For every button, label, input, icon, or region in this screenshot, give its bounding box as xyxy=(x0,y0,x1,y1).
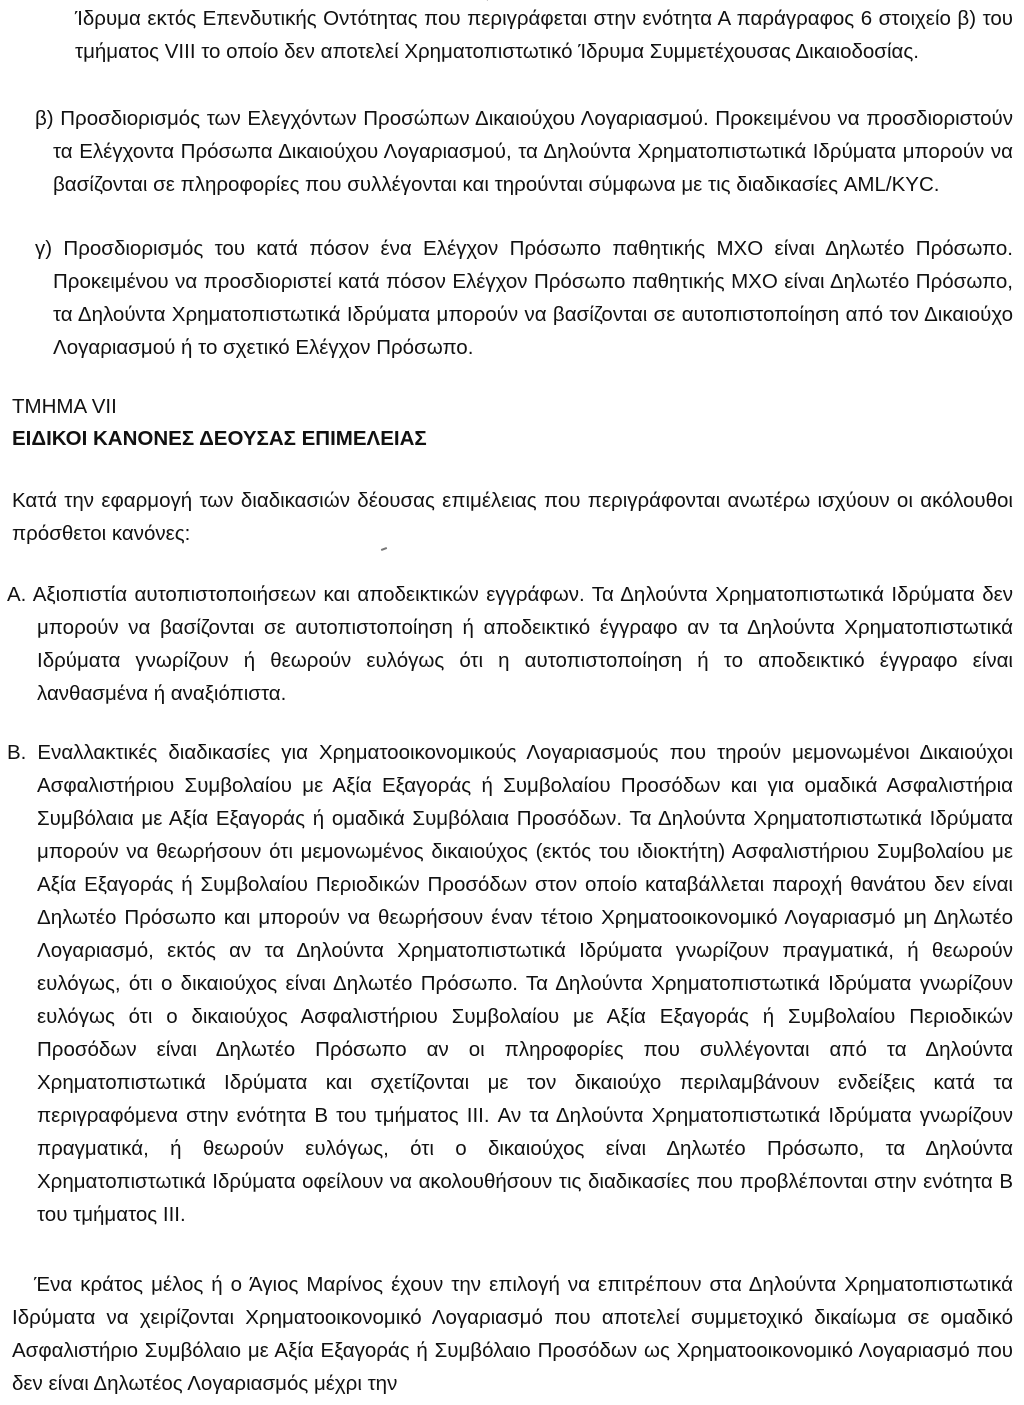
section-title: ΕΙΔΙΚΟΙ ΚΑΝΟΝΕΣ ΔΕΟΥΣΑΣ ΕΠΙΜΕΛΕΙΑΣ xyxy=(12,427,427,450)
paragraph-item-b: β) Προσδιορισμός των Ελεγχόντων Προσώπων Δικαιούχου Λογαριασμού. Προκειμένου να προσδιοριστούν τα Ελέγχοντα Πρόσωπα Δικαιούχου Λογαριασμού, τα Δηλούντα Χρηματοπιστωτικά Ιδρύματα μπορούν να βασίζονται σε πληροφορίες που συλλέγονται και τηρούνται σύμφωνα με τις διαδικασίες AML/KYC. xyxy=(35,107,1013,196)
rule-a: Α. Αξιοπιστία αυτοπιστοποιήσεων και αποδεικτικών εγγράφων. Τα Δηλούντα Χρηματοπιστωτικά Ιδρύματα δεν μπορούν να βασίζονται σε αυτοπιστοποίηση ή αποδεικτικό έγγραφο αν τα Δηλούντα Χρηματοπιστωτικά Ιδρύματα γνωρίζουν ή θεωρούν ευλόγως ότι η αυτοπιστοποίηση ή το αποδεικτικό έγγραφο είναι λανθασμένα ή αναξιόπιστα. xyxy=(7,583,1013,705)
paragraph-continuation: Ίδρυμα εκτός Επενδυτικής Οντότητας που περιγράφεται στην ενότητα Α παράγραφος 6 στοιχείο β) του τμήματος VIII το οποίο δεν αποτελεί Χρηματοπιστωτικό Ίδρυμα Συμμετέχουσας Δικαιοδοσίας. xyxy=(75,7,1013,63)
section-label: ΤΜΗΜΑ VII xyxy=(12,395,117,418)
rule-b: Β. Εναλλακτικές διαδικασίες για Χρηματοοικονομικούς Λογαριασμούς που τηρούν μεμονωμένοι Δικαιούχοι Ασφαλιστήριου Συμβολαίου με Αξία Εξαγοράς ή Συμβολαίου Προσόδων και για ομαδικά Ασφαλιστήρια Συμβόλαια με Αξία Εξαγοράς ή ομαδικά Συμβόλαια Προσόδων. Τα Δηλούντα Χρηματοπιστωτικά Ιδρύματα μπορούν να θεωρήσουν ότι μεμονωμένος δικαιούχος (εκτός του ιδιοκτήτη) Ασφαλιστήριου Συμβολαίου με Αξία Εξαγοράς ή Συμβολαίου Περιοδικών Προσόδων στον οποίο καταβάλλεται παροχή θανάτου δεν είναι Δηλωτέο Πρόσωπο και μπορούν να θεωρήσουν έναν τέτοιο Χρηματοοικονομικό Λογαριασμό μη Δηλωτέο Λογαριασμό, εκτός αν τα Δηλούντα Χρηματοπιστωτικά Ιδρύματα γνωρίζουν πραγματικά, ή θεωρούν ευλόγως, ότι ο δικαιούχος είναι Δηλωτέο Πρόσωπο. Τα Δηλούντα Χρηματοπιστωτικά Ιδρύματα γνωρίζουν ευλόγως ότι ο δικαιούχος Ασφαλιστήριου Συμβολαίου με Αξία Εξαγοράς ή Συμβολαίου Περιοδικών Προσόδων είναι Δηλωτέο Πρόσωπο αν οι πληροφορίες που συλλέγονται από τα Δηλούντα Χρηματοπιστωτικά Ιδρύματα και σχετίζονται με τον δικαιούχο περιλαμβάνουν ενδείξεις κατά τα περιγραφόμενα στην ενότητα Β του τμήματος III. Αν τα Δηλούντα Χρηματοπιστωτικά Ιδρύματα γνωρίζουν πραγματικά, ή θεωρούν ευλόγως, ότι ο δικαιούχος είναι Δηλωτέο Πρόσωπο, τα Δηλούντα Χρηματοπιστωτικά Ιδρύματα οφείλουν να ακολουθήσουν τις διαδικασίες που προβλέπονται στην ενότητα Β του τμήματος III. xyxy=(7,741,1013,1226)
paragraph-item-c: γ) Προσδιορισμός του κατά πόσον ένα Ελέγχον Πρόσωπο παθητικής ΜΧΟ είναι Δηλωτέο Πρόσωπο. Προκειμένου να προσδιοριστεί κατά πόσον Ελέγχον Πρόσωπο παθητικής ΜΧΟ είναι Δηλωτέο Πρόσωπο, τα Δηλούντα Χρηματοπιστωτικά Ιδρύματα μπορούν να βασίζονται σε αυτοπιστοποίηση από τον Δικαιούχο Λογαριασμού ή το σχετικό Ελέγχον Πρόσωπο. xyxy=(35,237,1013,359)
closing-paragraph: Ένα κράτος μέλος ή ο Άγιος Μαρίνος έχουν την επιλογή να επιτρέπουν στα Δηλούντα Χρηματοπιστωτικά Ιδρύματα να χειρίζονται Χρηματοοικονομικό Λογαριασμό που αποτελεί συμμετοχικό δικαίωμα σε ομαδικό Ασφαλιστήριο Συμβόλαιο με Αξία Εξαγοράς ή Συμβόλαιο Προσόδων ως Χρηματοοικονομικό Λογαριασμό που δεν είναι Δηλωτέος Λογαριασμός μέχρι την xyxy=(12,1273,1013,1395)
section-intro: Κατά την εφαρμογή των διαδικασιών δέουσας επιμέλειας που περιγράφονται ανωτέρω ισχύουν οι ακόλουθοι πρόσθετοι κανόνες: xyxy=(12,489,1013,545)
stray-mark xyxy=(381,547,387,551)
